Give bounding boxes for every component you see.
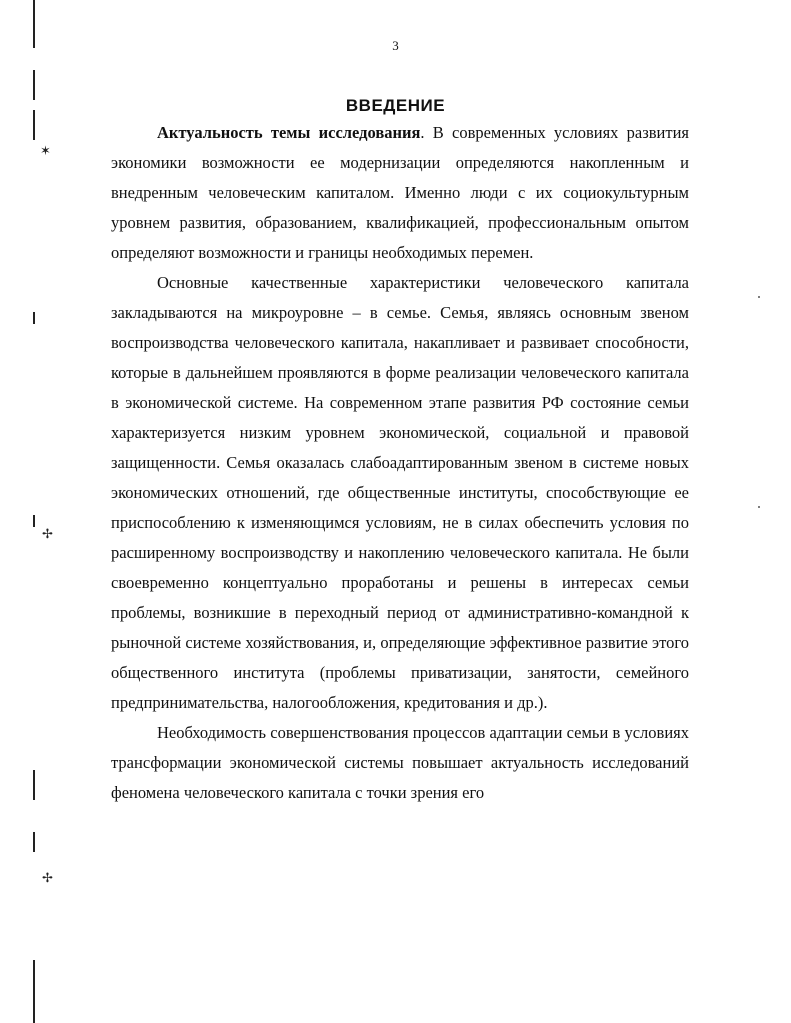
paragraph-family-capital bbox=[111, 268, 689, 718]
paragraph-adaptation bbox=[111, 718, 689, 808]
scan-margin-line bbox=[33, 770, 35, 800]
paragraph-relevance bbox=[111, 118, 689, 268]
scan-margin-mark: ✢ bbox=[42, 527, 53, 542]
scan-speck bbox=[758, 506, 760, 508]
scan-margin-line bbox=[33, 960, 35, 1023]
scan-margin-mark: ✢ bbox=[42, 871, 53, 886]
page-number: 3 bbox=[392, 38, 399, 53]
scan-margin-line bbox=[33, 515, 35, 527]
scan-margin-mark: ✶ bbox=[40, 144, 51, 159]
page-title: ВВЕДЕНИЕ bbox=[345, 96, 446, 115]
scan-speck bbox=[758, 296, 760, 298]
body-text bbox=[111, 118, 689, 808]
paragraph-text: Необходимость совершенствования процессов адаптации семьи в условиях трансформации экономической системы повышает актуальность исследований феномена человеческого капитала с точки зрения его bbox=[111, 723, 689, 802]
paragraph-text: . В современных условиях развития экономики возможности ее модернизации определяются накопленным и внедренным человеческим капиталом. Именно люди с их социокультурным уровнем развития, образованием, квалификацией, профессиональным опытом определяют возможности и границы необходимых перемен. bbox=[111, 123, 689, 262]
scan-margin-line bbox=[33, 312, 35, 324]
paragraph-text: Основные качественные характеристики человеческого капитала закладываются на микроуровне – в семье. Семья, являясь основным звеном воспроизводства человеческого капитала, накапливает и развивает способности, которые в дальнейшем проявляются в форме реализации человеческого капитала в экономической системе. На современном этапе развития РФ состояние семьи характеризуется низким уровнем экономической, социальной и правовой защищенности. Семья оказалась слабоадаптированным звеном в системе новых экономических отношений, где общественные институты, способствующие ее приспособлению к изменяющимся условиям, не в силах обеспечить условия по расширенному воспроизводству и накоплению человеческого капитала. Не были своевременно концептуально проработаны и решены в интересах семьи проблемы, возникшие в переходный период от административно-командной к рыночной системе хозяйствования, и, определяющие эффективное развитие этого общественного института (проблемы приватизации, занятости, семейного предпринимательства, налогообложения, кредитования и др.). bbox=[111, 273, 689, 712]
paragraph-lead-heading: Актуальность темы исследования bbox=[157, 123, 421, 142]
scan-margin-line bbox=[33, 832, 35, 852]
